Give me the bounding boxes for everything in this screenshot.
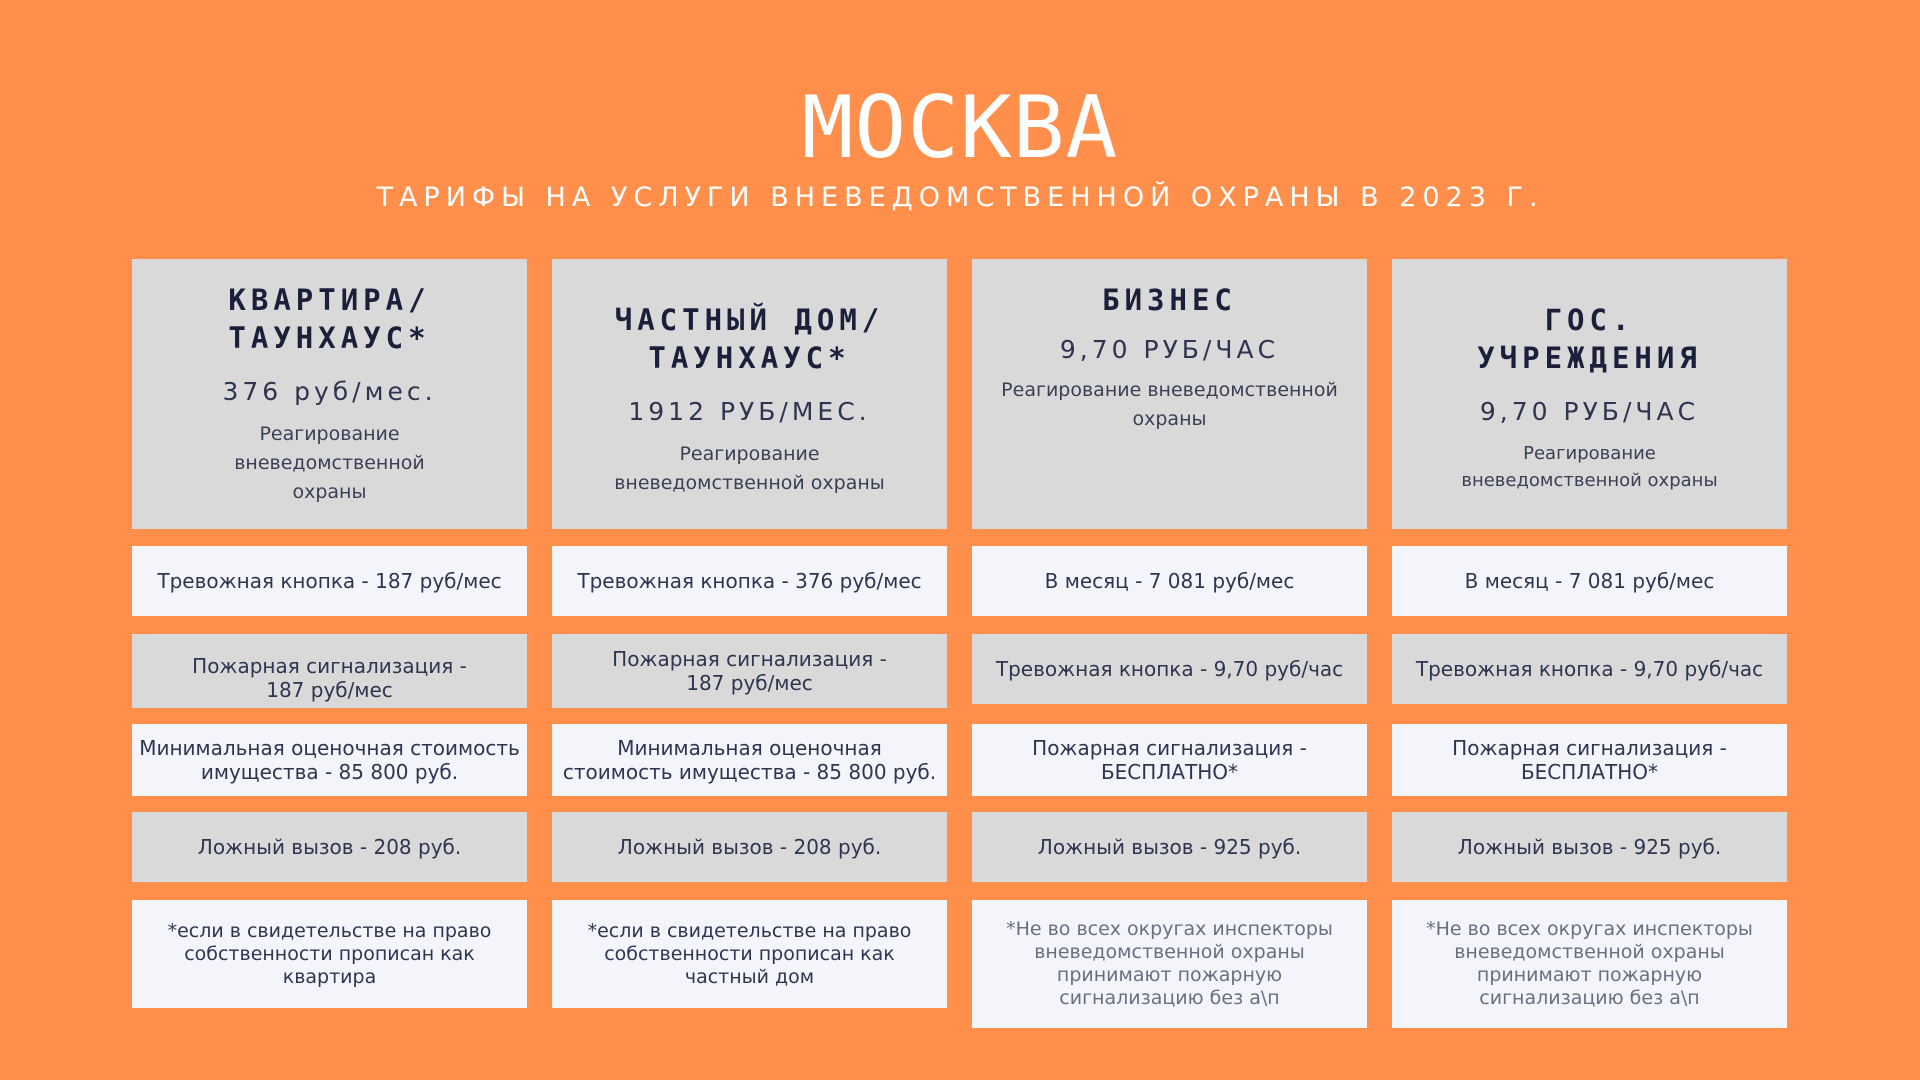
footnote: *если в свидетельстве на право собственности прописан как квартира — [132, 900, 527, 1008]
column-header-government — [1392, 259, 1787, 529]
tariff-row: Минимальная оценочная стоимость имущества - 85 800 руб. — [552, 724, 947, 796]
column-description: Реагирование вневедомственной охраны — [1461, 443, 1718, 491]
footnote: *Не во всех округах инспекторы вневедомственной охраны принимают пожарную сигнализацию без а\п — [1392, 900, 1787, 1028]
column-description: Реагирование вневедомственной охраны — [1001, 379, 1338, 430]
column-title: КВАРТИРА/ ТАУНХАУС* — [228, 283, 431, 355]
tariff-row: Пожарная сигнализация - БЕСПЛАТНО* — [972, 724, 1367, 796]
tariff-row: Ложный вызов - 208 руб. — [132, 812, 527, 882]
tariff-row: Ложный вызов - 925 руб. — [1392, 812, 1787, 882]
tariff-row: Тревожная кнопка - 187 руб/мес — [132, 546, 527, 616]
tariff-row: В месяц - 7 081 руб/мес — [1392, 546, 1787, 616]
column-title: ЧАСТНЫЙ ДОМ/ ТАУНХАУС* — [614, 303, 885, 375]
tariff-row: Минимальная оценочная стоимость имущества - 85 800 руб. — [132, 724, 527, 796]
tariff-row: Ложный вызов - 208 руб. — [552, 812, 947, 882]
column-price: 1912 РУБ/МЕС. — [628, 397, 871, 426]
column-price: 9,70 РУБ/ЧАС — [1479, 397, 1700, 426]
column-price: 9,70 РУБ/ЧАС — [1059, 335, 1280, 364]
column-price: 376 руб/мес. — [222, 377, 437, 406]
tariff-row: Ложный вызов - 925 руб. — [972, 812, 1367, 882]
column-title: ГОС. УЧРЕЖДЕНИЯ — [1477, 303, 1702, 375]
column-description: Реагирование вневедомственной охраны — [234, 423, 425, 503]
tariff-row: Пожарная сигнализация - 187 руб/мес — [132, 634, 527, 708]
column-header-business — [972, 259, 1367, 529]
tariff-row: Тревожная кнопка - 9,70 руб/час — [1392, 634, 1787, 704]
tariff-row: В месяц - 7 081 руб/мес — [972, 546, 1367, 616]
tariff-row: Пожарная сигнализация - БЕСПЛАТНО* — [1392, 724, 1787, 796]
page-subtitle: ТАРИФЫ НА УСЛУГИ ВНЕВЕДОМСТВЕННОЙ ОХРАНЫ В 2023 Г. — [376, 182, 1544, 213]
footnote: *если в свидетельстве на право собственности прописан как частный дом — [552, 900, 947, 1008]
tariff-row: Пожарная сигнализация - 187 руб/мес — [552, 634, 947, 708]
tariff-row: Тревожная кнопка - 9,70 руб/час — [972, 634, 1367, 704]
column-description: Реагирование вневедомственной охраны — [614, 443, 885, 494]
column-header-apartment — [132, 259, 527, 529]
column-header-house — [552, 259, 947, 529]
tariff-row: Тревожная кнопка - 376 руб/мес — [552, 546, 947, 616]
footnote: *Не во всех округах инспекторы вневедомственной охраны принимают пожарную сигнализацию без а\п — [972, 900, 1367, 1028]
page-title: МОСКВА — [801, 78, 1119, 178]
column-title: БИЗНЕС — [1102, 283, 1237, 317]
